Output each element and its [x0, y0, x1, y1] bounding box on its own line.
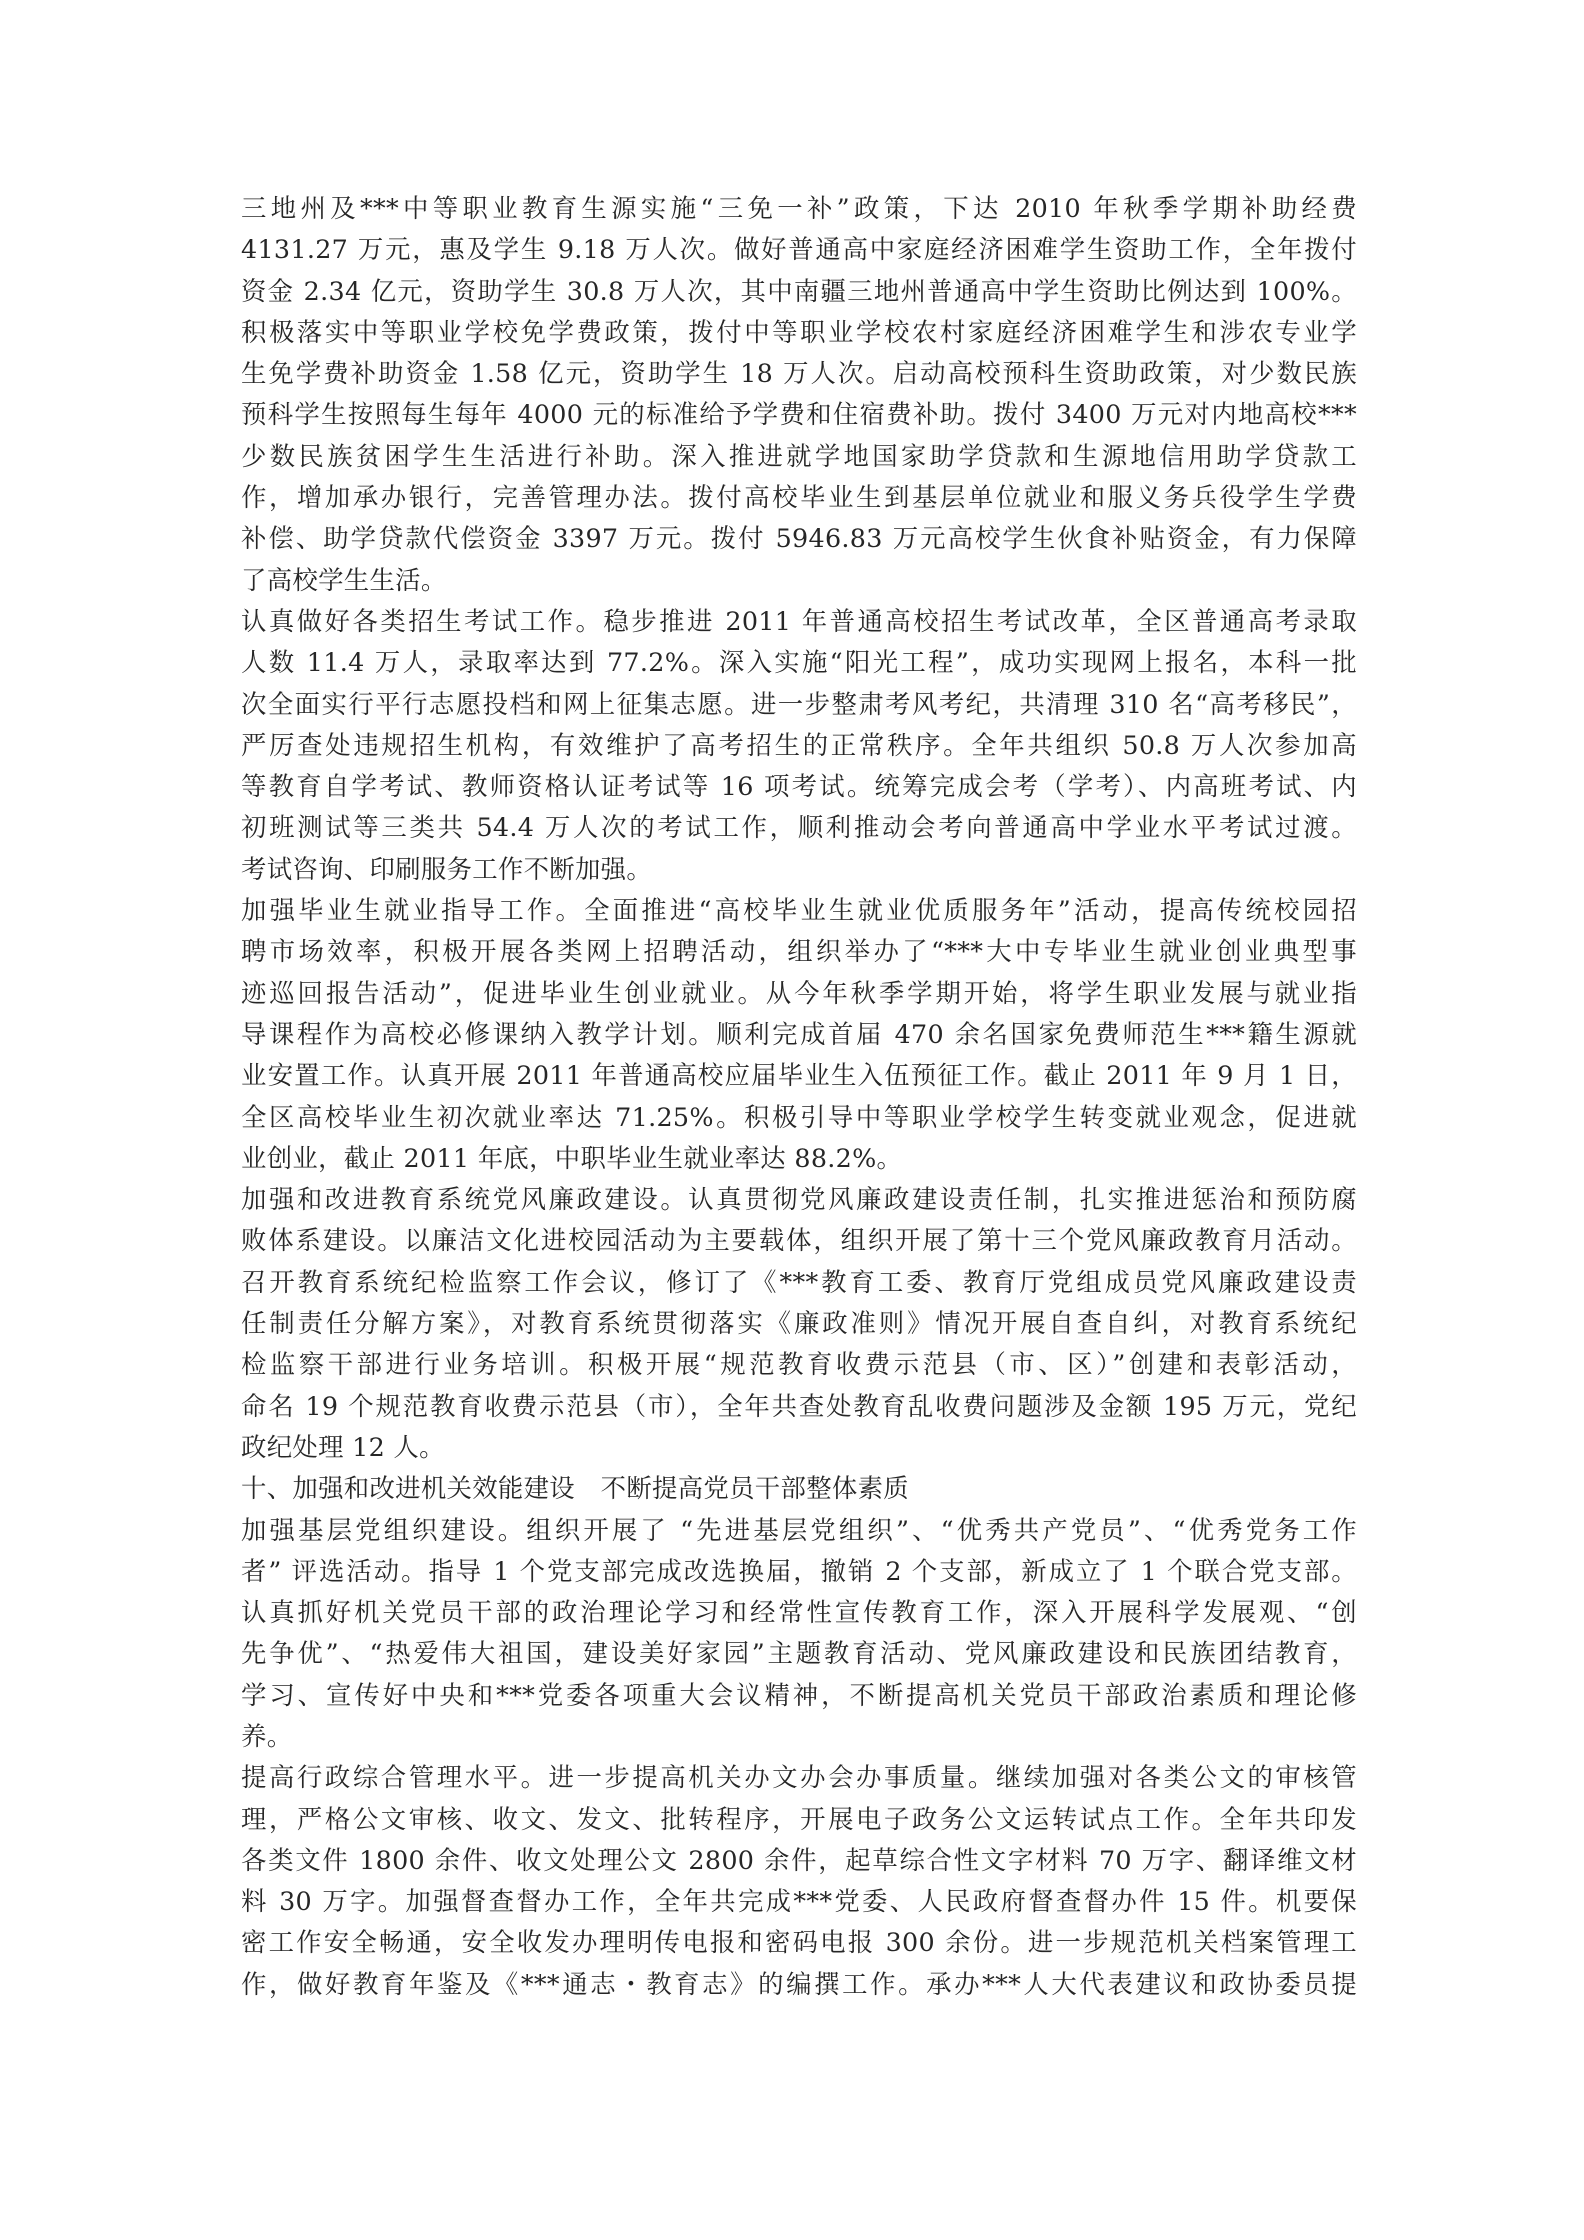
text-line: 全区高校毕业生初次就业率达 71.25%。积极引导中等职业学校学生转变就业观念，促进就: [241, 1101, 1357, 1132]
text-line: 各类文件 1800 余件、收文处理公文 2800 余件，起草综合性文字材料 70 万字、翻译维文材: [241, 1844, 1357, 1875]
paragraph: [241, 1510, 1357, 1758]
text-line: 三地州及***中等职业教育生源实施“三免一补”政策，下达 2010 年秋季学期补助经费: [241, 193, 1357, 223]
text-line: 理，严格公文审核、收文、发文、批转程序，开展电子政务公文运转试点工作。全年共印发: [241, 1803, 1357, 1834]
text-line: 败体系建设。以廉洁文化进校园活动为主要载体，组织开展了第十三个党风廉政教育月活动。: [241, 1225, 1357, 1256]
text-line: 密工作安全畅通，安全收发办理明传电报和密码电报 300 余份。进一步规范机关档案管理工: [241, 1927, 1357, 1958]
text-line: 认真抓好机关党员干部的政治理论学习和经常性宣传教育工作，深入开展科学发展观、“创: [241, 1597, 1357, 1628]
text-line: 次全面实行平行志愿投档和网上征集志愿。进一步整肃考风考纪，共清理 310 名“高考移民”，: [241, 688, 1357, 719]
text-line: 加强毕业生就业指导工作。全面推进“高校毕业生就业优质服务年”活动，提高传统校园招: [241, 895, 1357, 926]
text-line: 业安置工作。认真开展 2011 年普通高校应届毕业生入伍预征工作。截止 2011 年 9 月 1 日，: [241, 1060, 1357, 1091]
text-line: 任制责任分解方案》，对教育系统贯彻落实《廉政准则》情况开展自查自纠，对教育系统纪: [241, 1308, 1357, 1339]
text-line: 导课程作为高校必修课纳入教学计划。顺利完成首届 470 余名国家免费师范生***籍生源就: [241, 1018, 1357, 1049]
paragraph: [241, 1757, 1357, 2005]
text-line: 政纪处理 12 人。: [241, 1431, 445, 1462]
section-heading: [241, 1468, 1357, 1509]
paragraph: [241, 890, 1357, 1179]
text-line: 积极落实中等职业学校免学费政策，拨付中等职业学校农村家庭经济困难学生和涉农专业学: [241, 316, 1357, 347]
text-line: 资金 2.34 亿元，资助学生 30.8 万人次，其中南疆三地州普通高中学生资助比例达到 100%。: [241, 275, 1357, 306]
text-line: 加强和改进教育系统党风廉政建设。认真贯彻党风廉政建设责任制，扎实推进惩治和预防腐: [241, 1184, 1357, 1215]
text-line: 少数民族贫困学生生活进行补助。深入推进就学地国家助学贷款和生源地信用助学贷款工: [241, 440, 1357, 471]
paragraph: [241, 601, 1357, 890]
text-line: 十、加强和改进机关效能建设 不断提高党员干部整体素质: [241, 1473, 909, 1504]
text-line: 生免学费补助资金 1.58 亿元，资助学生 18 万人次。启动高校预科生资助政策，对少数民族: [241, 358, 1357, 389]
text-line: 考试咨询、印刷服务工作不断加强。: [241, 853, 653, 884]
text-line: 作，做好教育年鉴及《***通志・教育志》的编撰工作。承办***人大代表建议和政协委员提: [241, 1968, 1357, 1999]
text-line: 先争优”、“热爱伟大祖国，建设美好家园”主题教育活动、党风廉政建设和民族团结教育，: [241, 1638, 1357, 1669]
text-line: 补偿、助学贷款代偿资金 3397 万元。拨付 5946.83 万元高校学生伙食补贴资金，有力保障: [241, 523, 1357, 554]
text-line: 初班测试等三类共 54.4 万人次的考试工作，顺利推动会考向普通高中学业水平考试过渡。: [241, 812, 1357, 843]
text-line: 迹巡回报告活动”，促进毕业生创业就业。从今年秋季学期开始，将学生职业发展与就业指: [241, 977, 1357, 1008]
text-line: 4131.27 万元，惠及学生 9.18 万人次。做好普通高中家庭经济困难学生资助工作，全年拨付: [241, 234, 1357, 265]
text-line: 料 30 万字。加强督查督办工作，全年共完成***党委、人民政府督查督办件 15 件。机要保: [241, 1886, 1357, 1917]
text-line: 作，增加承办银行，完善管理办法。拨付高校毕业生到基层单位就业和服义务兵役学生学费: [241, 482, 1357, 513]
text-line: 者” 评选活动。指导 1 个党支部完成改选换届，撤销 2 个支部，新成立了 1 个联合党支部。: [241, 1555, 1357, 1586]
paragraph: [241, 1179, 1357, 1468]
paragraph: [241, 188, 1357, 601]
text-line: 严厉查处违规招生机构，有效维护了高考招生的正常秩序。全年共组织 50.8 万人次参加高: [241, 729, 1357, 760]
text-line: 检监察干部进行业务培训。积极开展“规范教育收费示范县（市、区）”创建和表彰活动，: [241, 1349, 1357, 1380]
text-line: 提高行政综合管理水平。进一步提高机关办文办会办事质量。继续加强对各类公文的审核管: [241, 1762, 1357, 1793]
document-body: [241, 188, 1357, 2005]
text-line: 了高校学生生活。: [241, 564, 447, 595]
text-line: 聘市场效率，积极开展各类网上招聘活动，组织举办了“***大中专毕业生就业创业典型事: [241, 936, 1357, 967]
text-line: 业创业，截止 2011 年底，中职毕业生就业率达 88.2%。: [241, 1142, 903, 1173]
text-line: 认真做好各类招生考试工作。稳步推进 2011 年普通高校招生考试改革，全区普通高考录取: [241, 605, 1357, 636]
text-line: 命名 19 个规范教育收费示范县（市），全年共查处教育乱收费问题涉及金额 195 万元，党纪: [241, 1390, 1357, 1421]
text-line: 学习、宣传好中央和***党委各项重大会议精神，不断提高机关党员干部政治素质和理论修: [241, 1679, 1357, 1710]
text-line: 召开教育系统纪检监察工作会议，修订了《***教育工委、教育厅党组成员党风廉政建设责: [241, 1266, 1357, 1297]
text-line: 加强基层党组织建设。组织开展了 “先进基层党组织”、“优秀共产党员”、“优秀党务工作: [241, 1514, 1357, 1545]
text-line: 等教育自学考试、教师资格认证考试等 16 项考试。统筹完成会考（学考）、内高班考试、内: [241, 771, 1357, 802]
text-line: 养。: [241, 1720, 293, 1751]
text-line: 人数 11.4 万人，录取率达到 77.2%。深入实施“阳光工程”，成功实现网上报名，本科一批: [241, 647, 1357, 678]
text-line: 预科学生按照每生每年 4000 元的标准给予学费和住宿费补助。拨付 3400 万元对内地高校***: [241, 399, 1357, 430]
